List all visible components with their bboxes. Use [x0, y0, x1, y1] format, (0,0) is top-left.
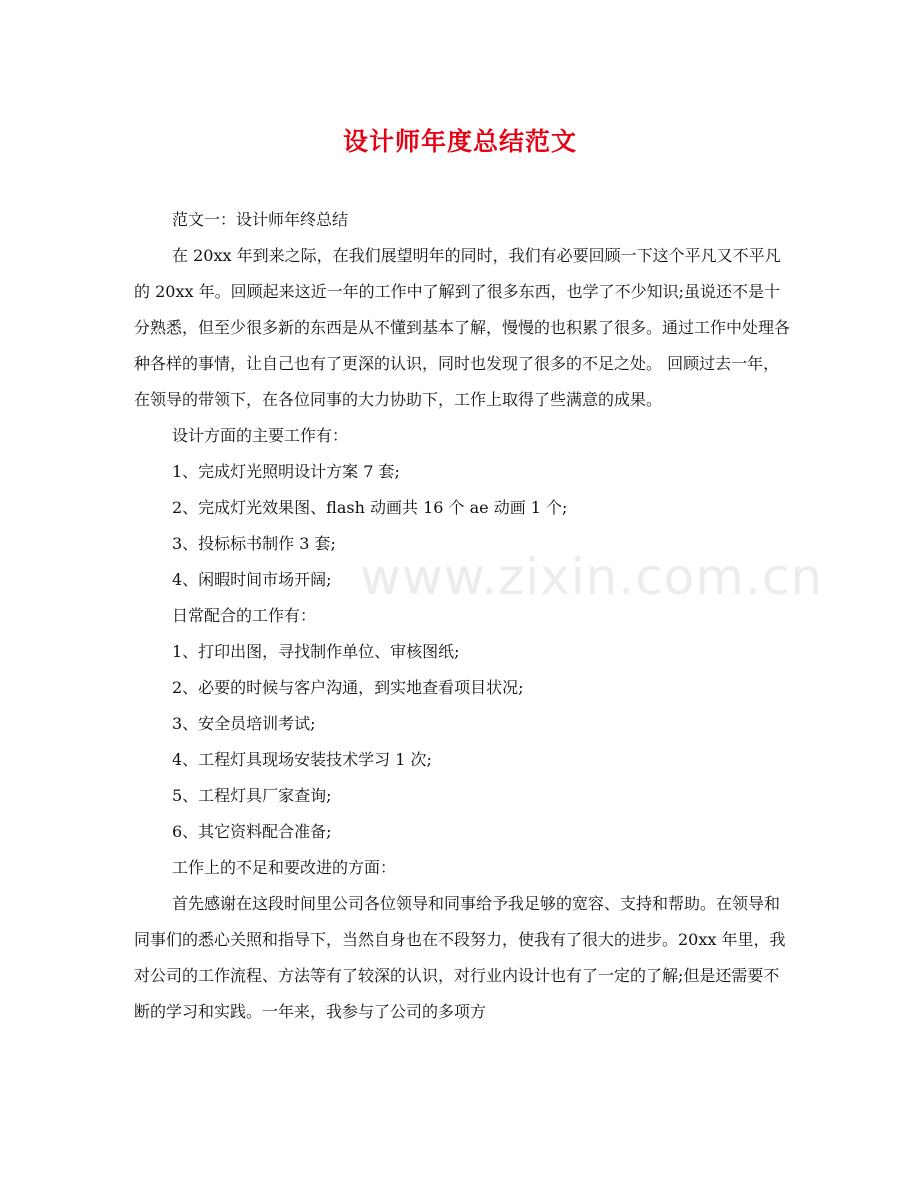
list-item: 1、打印出图，寻找制作单位、审核图纸;: [172, 642, 460, 661]
list-heading: 工作上的不足和要改进的方面：: [172, 858, 397, 877]
document-body: [134, 202, 794, 1030]
section-heading: 范文一：设计师年终总结: [172, 210, 349, 229]
list-item: 4、工程灯具现场安装技术学习 1 次;: [172, 750, 432, 769]
watermark: www.zixin.com.cn: [360, 548, 824, 606]
list-item: 2、完成灯光效果图、flash 动画共 16 个 ae 动画 1 个;: [172, 498, 568, 517]
list-item: 1、完成灯光照明设计方案 7 套;: [172, 462, 400, 481]
paragraph: 首先感谢在这段时间里公司各位领导和同事给予我足够的宽容、支持和帮助。在领导和同事们的悉心关照和指导下，当然自身也在不段努力，使我有了很大的进步。20xx 年里，我对公司的工作流程、方法等有了较深的认识，对行业内设计也有了一定的了解;但是还需要不断的学习和实践。一年来，我参与了公司的多项方: [134, 894, 786, 1021]
paragraph: 在 20xx 年到来之际，在我们展望明年的同时，我们有必要回顾一下这个平凡又不平凡的 20xx 年。回顾起来这近一年的工作中了解到了很多东西，也学了不少知识;虽说还不是十分熟悉，但至少很多新的东西是从不懂到基本了解，慢慢的也积累了很多。通过工作中处理各种各样的事情，让自己也有了更深的认识，同时也发现了很多的不足之处。 回顾过去一年，在领导的带领下，在各位同事的大力协助下，工作上取得了些满意的成果。: [134, 246, 791, 409]
list-heading: 日常配合的工作有：: [172, 606, 317, 625]
list-item: 6、其它资料配合准备;: [172, 822, 332, 841]
list-item: 3、投标标书制作 3 套;: [172, 534, 336, 553]
list-heading: 设计方面的主要工作有：: [172, 426, 349, 445]
list-item: 3、安全员培训考试;: [172, 714, 316, 733]
list-item: 5、工程灯具厂家查询;: [172, 786, 332, 805]
list-item: 4、闲暇时间市场开阔;: [172, 570, 332, 589]
list-item: 2、必要的时候与客户沟通，到实地查看项目状况;: [172, 678, 524, 697]
document-title: 设计师年度总结范文: [342, 127, 577, 156]
